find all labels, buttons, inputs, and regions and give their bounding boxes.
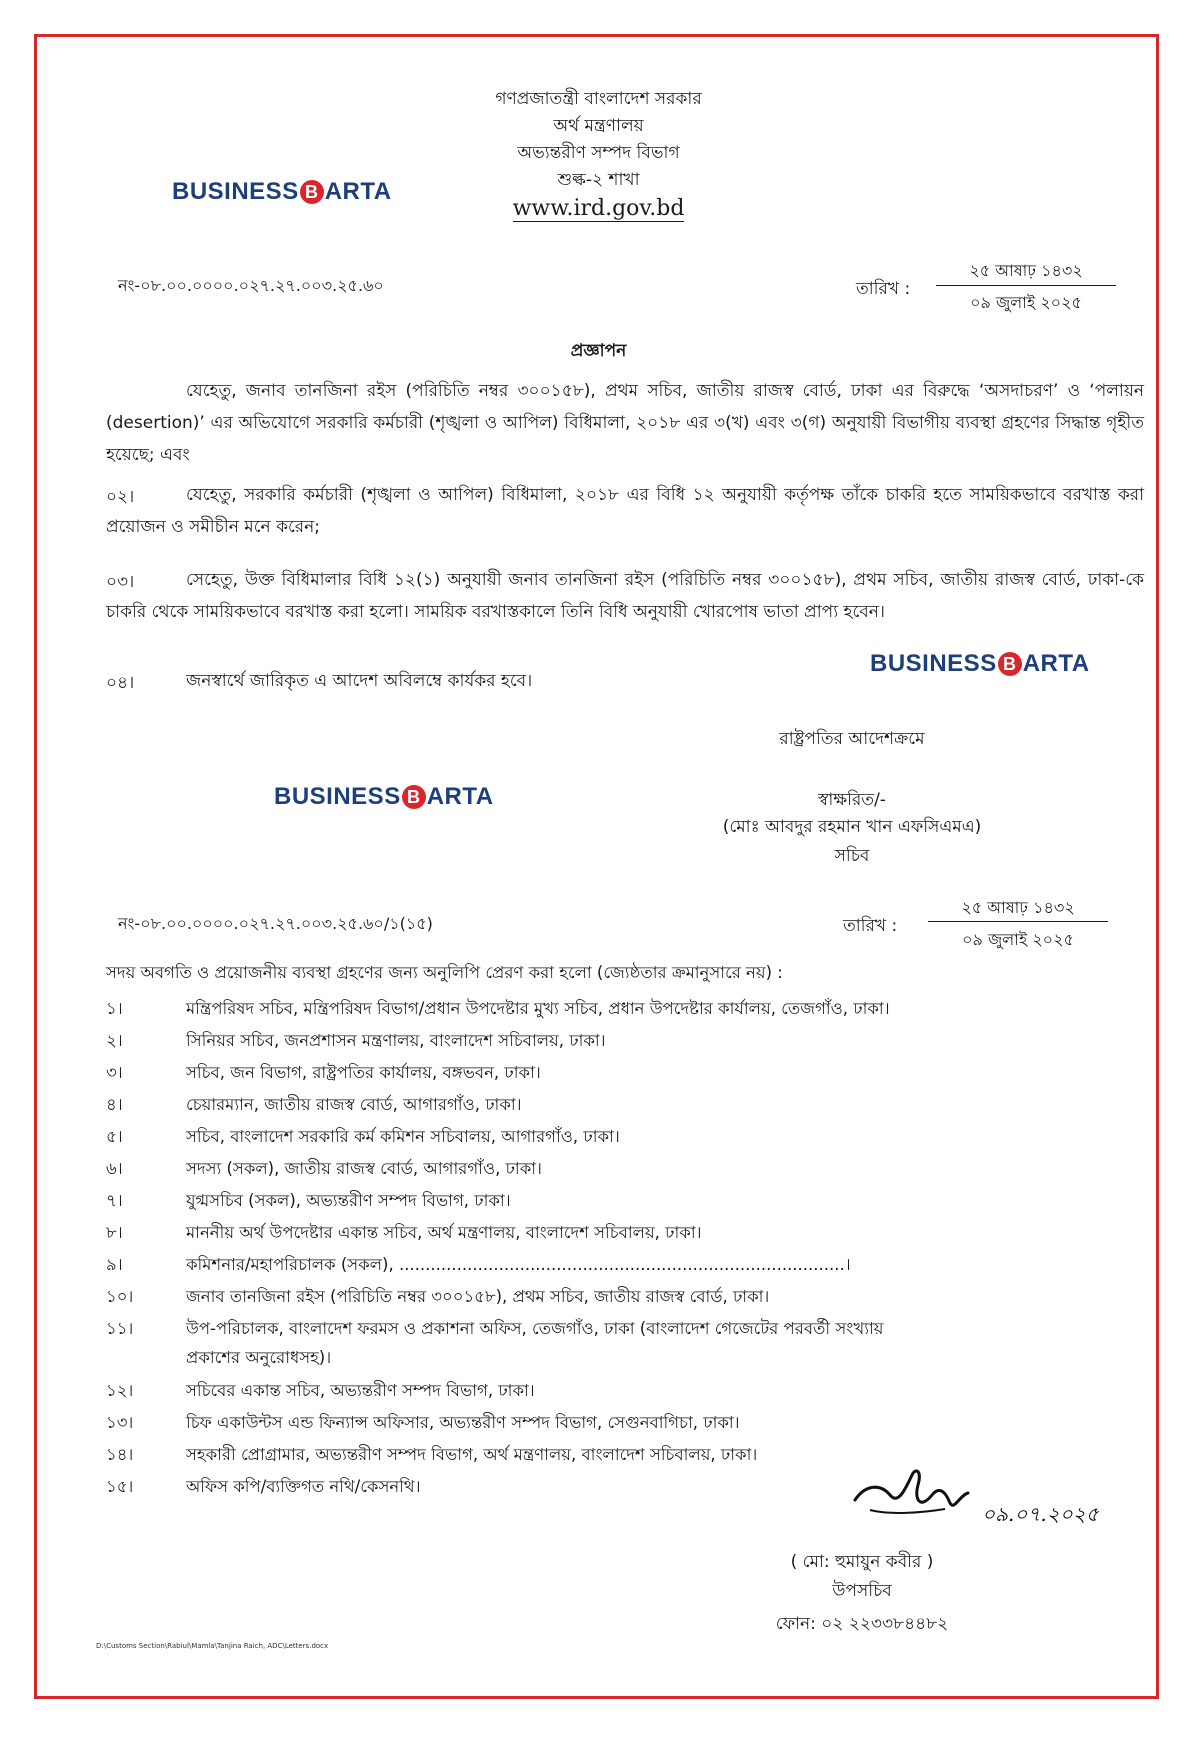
- notification-title: প্রজ্ঞাপন: [570, 341, 627, 361]
- paragraph-number: ০৩।: [106, 572, 135, 592]
- signatory-name: ( মো: হুমায়ুন কবীর ): [790, 1552, 934, 1572]
- date-gregorian: ০৯ জুলাই ২০২৫: [970, 293, 1082, 312]
- header-division: অভ্যন্তরীণ সম্পদ বিভাগ: [517, 143, 680, 163]
- header-govt: গণপ্রজাতন্ত্রী বাংলাদেশ সরকার: [495, 89, 702, 109]
- watermark-logo: BUSINESS B ARTA: [172, 178, 392, 205]
- date-label: তারিখ :: [843, 916, 898, 936]
- paragraph-number: ০২।: [106, 487, 135, 507]
- memo-number-2: নং-০৮.০০.০০০০.০২৭.২৭.০০৩.২৫.৬০/১(১৫): [118, 914, 433, 933]
- signed-mark: স্বাক্ষরিত/-: [818, 790, 886, 810]
- handwritten-date: ০৯.০৭.২০২৫: [982, 1502, 1099, 1526]
- signatory-name: (মোঃ আবদুর রহমান খান এফসিএমএ): [722, 817, 982, 837]
- paragraph-number: ০৪।: [106, 673, 135, 693]
- header-ministry: অর্থ মন্ত্রণালয়: [553, 116, 644, 136]
- watermark-logo: BUSINESS B ARTA: [870, 650, 1090, 677]
- copy-intro: সদয় অবগতি ও প্রয়োজনীয় ব্যবস্থা গ্রহণের জন্য অনুলিপি প্রেরণ করা হলো (জ্যেষ্ঠতার ক্রমানুসারে নয়) :: [106, 963, 783, 982]
- file-path: D:\Customs Section\Rabiul\Mamla\Tanjina Raich, ADC\Letters.docx: [96, 1642, 329, 1650]
- paragraph-3: সেহেতু, উক্ত বিধিমালার বিধি ১২(১) অনুযায়ী জনাব তানজিনা রইস (পরিচিতি নম্বর ৩০০১৫৮), প্রথম সচিব, জাতীয় রাজস্ব বোর্ড, ঢাকা-কে চাকরি থেকে সাময়িকভাবে বরখাস্ত করা হলো। সাময়িক বরখাস্তকালে তিনি বিধি অনুযায়ী খোরপোষ ভাতা প্রাপ্য হবেন।: [106, 570, 1144, 622]
- order-by: রাষ্ট্রপতির আদেশক্রমে: [779, 729, 925, 749]
- signatory-designation: উপসচিব: [832, 1581, 892, 1601]
- date-divider: [936, 285, 1116, 286]
- date-divider: [928, 921, 1108, 922]
- memo-number: নং-০৮.০০.০০০০.০২৭.২৭.০০৩.২৫.৬০: [118, 276, 384, 295]
- paragraph-4: জনস্বার্থে জারিকৃত এ আদেশ অবিলম্বে কার্যকর হবে।: [186, 671, 533, 691]
- date-label: তারিখ :: [856, 279, 911, 299]
- header-branch: শুল্ক-২ শাখা: [557, 170, 640, 190]
- date-bangla: ২৫ আষাঢ় ১৪৩২: [961, 898, 1075, 917]
- paragraph-1: যেহেতু, জনাব তানজিনা রইস (পরিচিতি নম্বর ৩০০১৫৮), প্রথম সচিব, জাতীয় রাজস্ব বোর্ড, ঢাকা এর বিরুদ্ধে ‘অসদাচরণ’ ও ‘পলায়ন (desertion)’ এর অভিযোগে সরকারি কর্মচারী (শৃঙ্খলা ও আপিল) বিধিমালা, ২০১৮ এর ৩(খ) এবং ৩(গ) অনুযায়ী বিভাগীয় ব্যবস্থা গ্রহণের সিদ্ধান্ত গৃহীত হয়েছে; এবং: [106, 381, 1144, 465]
- paragraph-2: যেহেতু, সরকারি কর্মচারী (শৃঙ্খলা ও আপিল) বিধিমালা, ২০১৮ এর বিধি ১২ অনুযায়ী কর্তৃপক্ষ তাঁকে চাকরি হতে সাময়িকভাবে বরখাস্ত করা প্রয়োজন ও সমীচীন মনে করেন;: [106, 485, 1144, 537]
- date-bangla: ২৫ আষাঢ় ১৪৩২: [969, 261, 1083, 280]
- handwritten-signature: [850, 1465, 980, 1525]
- signatory-designation: সচিব: [834, 846, 870, 866]
- date-gregorian: ০৯ জুলাই ২০২৫: [962, 930, 1074, 949]
- phone-number: ফোন: ০২ ২২৩৩৮৪৪৮২: [775, 1614, 949, 1634]
- watermark-logo: BUSINESS B ARTA: [274, 783, 494, 810]
- website-link[interactable]: www.ird.gov.bd: [512, 196, 685, 221]
